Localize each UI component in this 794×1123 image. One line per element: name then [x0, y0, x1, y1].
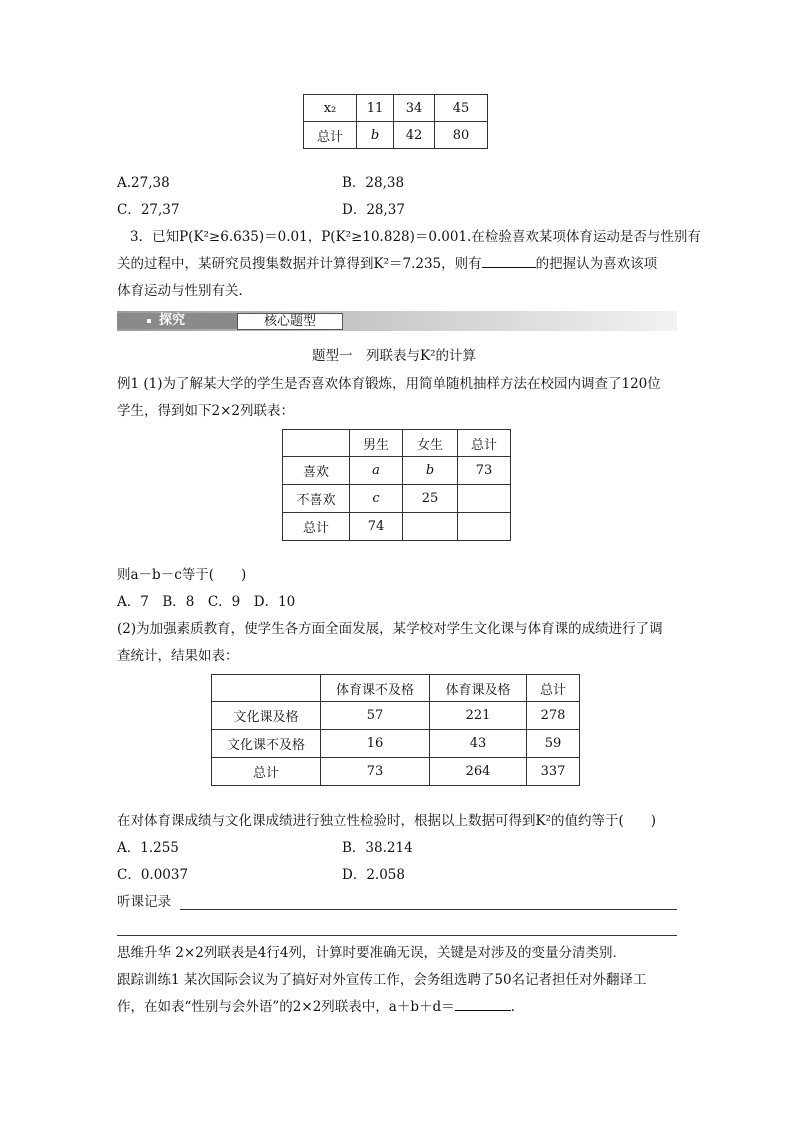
table-cell: 25: [403, 485, 458, 513]
option-b: B．28,38: [342, 175, 405, 191]
table-cell: 16: [321, 730, 430, 758]
table-cell: 59: [527, 730, 580, 758]
table-row: [283, 457, 511, 485]
table-row: [212, 702, 580, 730]
question-3-line2: [117, 253, 657, 275]
summary-line1: 思维升华 2×2列联表是4行4列，计算时要准确无误，关键是对涉及的变量分清类别．: [117, 945, 626, 961]
question-3-text: 关的过程中，某研究员搜集数据并计算得到K²＝7.235，则有: [117, 256, 482, 272]
follow-up-line2: [117, 996, 515, 1018]
follow-up-line1: 跟踪训练1 某次国际会议为了搞好对外宣传工作，会务组选聘了50名记者担任对外翻译工: [117, 972, 647, 988]
table-cell: [403, 513, 458, 541]
table-cell: 43: [430, 730, 527, 758]
table-row: [283, 485, 511, 513]
top-table: [303, 94, 488, 149]
table-cell: 体育课及格: [430, 675, 527, 702]
table-cell: 73: [458, 457, 511, 485]
table-cell: 80: [435, 122, 488, 149]
follow-up-text: 作，在如表“性别与会外语”的2×2列联表中，a＋b＋d＝: [117, 999, 455, 1015]
table-row: [212, 758, 580, 786]
answer-blank: [482, 253, 536, 268]
table-cell: 221: [430, 702, 527, 730]
table-cell: 264: [430, 758, 527, 786]
notes-label: 听课记录: [117, 894, 171, 910]
option-a: A.27,38: [117, 175, 170, 191]
option-c: C．27,37: [117, 202, 180, 218]
section-title: 题型一 列联表与K²的计算: [312, 348, 476, 364]
question-3-line3: 体育运动与性别有关．: [117, 283, 252, 299]
table-cell: 文化课及格: [212, 702, 321, 730]
table-cell: 74: [350, 513, 403, 541]
example-2-table: [211, 674, 580, 786]
banner-label-explore: 探究: [117, 313, 237, 329]
example-2-line1: (2)为加强素质教育，使学生各方面全面发展，某学校对学生文化课与体育课的成绩进行了调: [117, 621, 663, 637]
table-cell: 57: [321, 702, 430, 730]
table-cell: 总计: [527, 675, 580, 702]
option-c: C．0.0037: [117, 867, 189, 883]
table-cell: x₂: [304, 95, 357, 122]
table-cell: 42: [394, 122, 435, 149]
table-cell: 体育课不及格: [321, 675, 430, 702]
option-b: B．38.214: [342, 840, 413, 856]
option-d: D．2.058: [342, 867, 405, 883]
divider: [117, 935, 677, 936]
question-3-text-end: 的把握认为喜欢该项: [535, 256, 658, 272]
follow-up-end: .: [510, 999, 515, 1015]
option-d: D．28,37: [342, 202, 405, 218]
question-3-line1: 3．已知P(K²≥6.635)＝0.01，P(K²≥10.828)＝0.001.在检验喜欢某项体育运动是否与性别有: [130, 229, 701, 245]
example-1-options: A．7 B．8 C．9 D．10: [117, 594, 296, 610]
table-cell: 278: [527, 702, 580, 730]
table-cell: [212, 675, 321, 702]
answer-blank: [455, 996, 511, 1011]
table-cell: 总计: [283, 513, 350, 541]
table-cell: 总计: [304, 122, 357, 149]
table-cell: 11: [357, 95, 394, 122]
table-cell: [283, 430, 350, 457]
table-row: [283, 430, 511, 457]
table-cell: 34: [394, 95, 435, 122]
table-cell: [458, 513, 511, 541]
table-cell: 总计: [212, 758, 321, 786]
example-2-line2: 查统计，结果如表：: [117, 648, 239, 664]
table-row: [212, 730, 580, 758]
table-cell: [458, 485, 511, 513]
example-1-line1: 例1 (1)为了解某大学的学生是否喜欢体育锻炼，用简单随机抽样方法在校园内调查了120位: [117, 376, 661, 392]
table-row: [304, 95, 488, 122]
example-1-table: [282, 429, 511, 541]
table-cell: 文化课不及格: [212, 730, 321, 758]
table-cell: a: [350, 457, 403, 485]
notes-underline: [180, 909, 677, 910]
table-cell: 73: [321, 758, 430, 786]
table-cell: 不喜欢: [283, 485, 350, 513]
banner-label-core: 核心题型: [237, 313, 343, 330]
table-cell: 总计: [458, 430, 511, 457]
table-cell: 喜欢: [283, 457, 350, 485]
example-1-line2: 学生，得到如下2×2列联表：: [117, 403, 294, 419]
table-row: [212, 675, 580, 702]
table-cell: c: [350, 485, 403, 513]
table-cell: b: [357, 122, 394, 149]
table-cell: 337: [527, 758, 580, 786]
table-cell: b: [403, 457, 458, 485]
table-row: [304, 122, 488, 149]
example-2-question: 在对体育课成绩与文化课成绩进行独立性检验时，根据以上数据可得到K²的值约等于( ): [117, 813, 657, 829]
table-cell: 45: [435, 95, 488, 122]
table-row: [283, 513, 511, 541]
table-cell: 女生: [403, 430, 458, 457]
example-1-question: 则a－b－c等于( ): [117, 567, 247, 583]
section-banner: [117, 311, 677, 331]
table-cell: 男生: [350, 430, 403, 457]
option-a: A．1.255: [117, 840, 179, 856]
